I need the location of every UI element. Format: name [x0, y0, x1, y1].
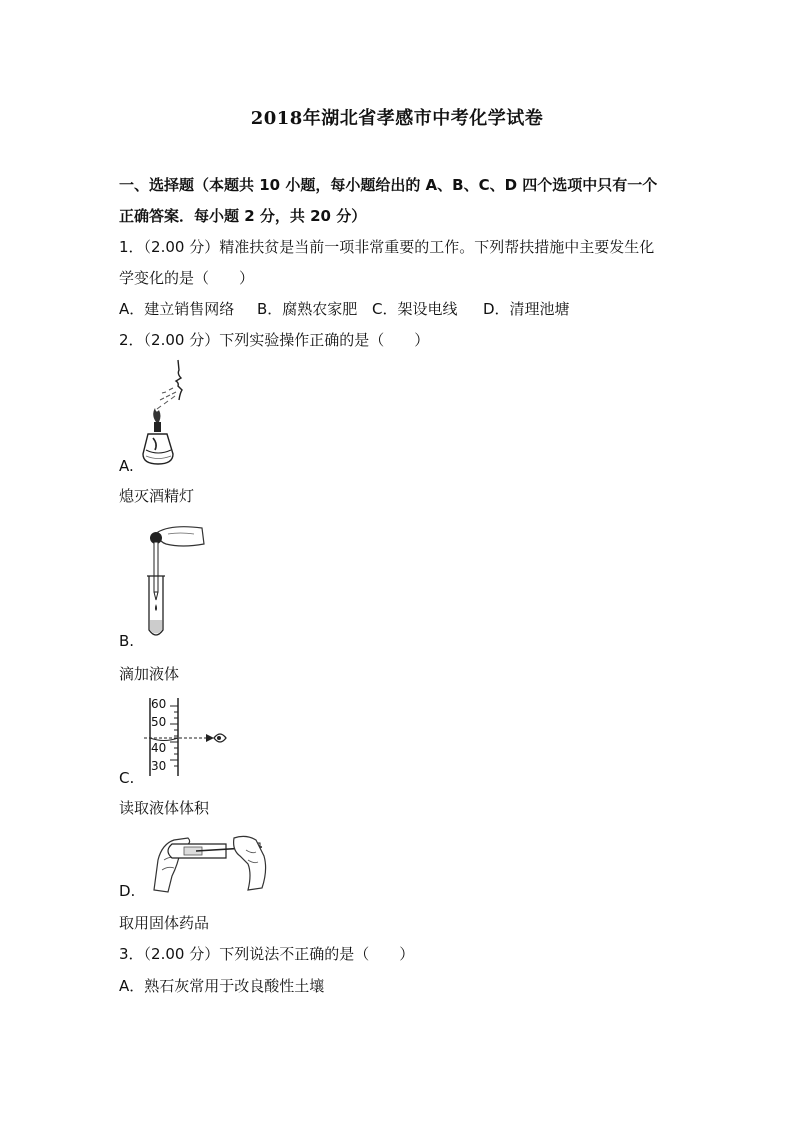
q2-option-a-caption: 熄灭酒精灯: [119, 487, 195, 505]
q3-stem: 3．（2.00 分）下列说法不正确的是（ ）: [119, 945, 415, 963]
q2-option-c-caption: 读取液体体积: [119, 799, 210, 817]
q1-options: [119, 299, 570, 319]
q1-stem-line1: 1．（2.00 分）精准扶贫是当前一项非常重要的工作。下列帮扶措施中主要发生化: [119, 238, 655, 256]
q2-option-d-caption: 取用固体药品: [119, 914, 210, 932]
q2-stem: 2．（2.00 分）下列实验操作正确的是（ ）: [119, 331, 430, 349]
q1-option-c: C．架设电线: [372, 300, 458, 318]
q2-option-b-letter: B.: [119, 632, 135, 650]
q3-option-a: A．熟石灰常用于改良酸性土壤: [119, 977, 325, 995]
q2-option-c-letter: C.: [119, 769, 135, 787]
q2-option-a-letter: A.: [119, 457, 134, 475]
cylinder-mark-60: 60: [151, 697, 167, 711]
q1-option-b: B．腐熟农家肥: [257, 300, 358, 318]
solid-reagent-figure: [152, 830, 270, 894]
q1-stem-line2: 学变化的是（ ）: [119, 269, 255, 287]
page-title: 2018年湖北省孝感市中考化学试卷: [250, 108, 544, 129]
q1-option-d: D．清理池塘: [483, 300, 570, 318]
q2-option-d-letter: D.: [119, 882, 136, 900]
section-heading-line1: 一、选择题（本题共 10 小题，每小题给出的 A、B、C、D 四个选项中只有一个: [119, 176, 658, 194]
section-heading-line2: 正确答案．每小题 2 分，共 20 分）: [119, 207, 367, 225]
cylinder-mark-50: 50: [151, 715, 167, 729]
q2-option-b-caption: 滴加液体: [119, 665, 180, 683]
cylinder-mark-40: 40: [151, 741, 167, 755]
cylinder-mark-30: 30: [151, 759, 167, 773]
alcohol-lamp-blowing-figure: [143, 360, 213, 472]
graduated-cylinder-figure: [144, 696, 236, 780]
q1-option-a: A．建立销售网络: [119, 300, 235, 318]
dropper-test-tube-figure: [142, 522, 212, 642]
